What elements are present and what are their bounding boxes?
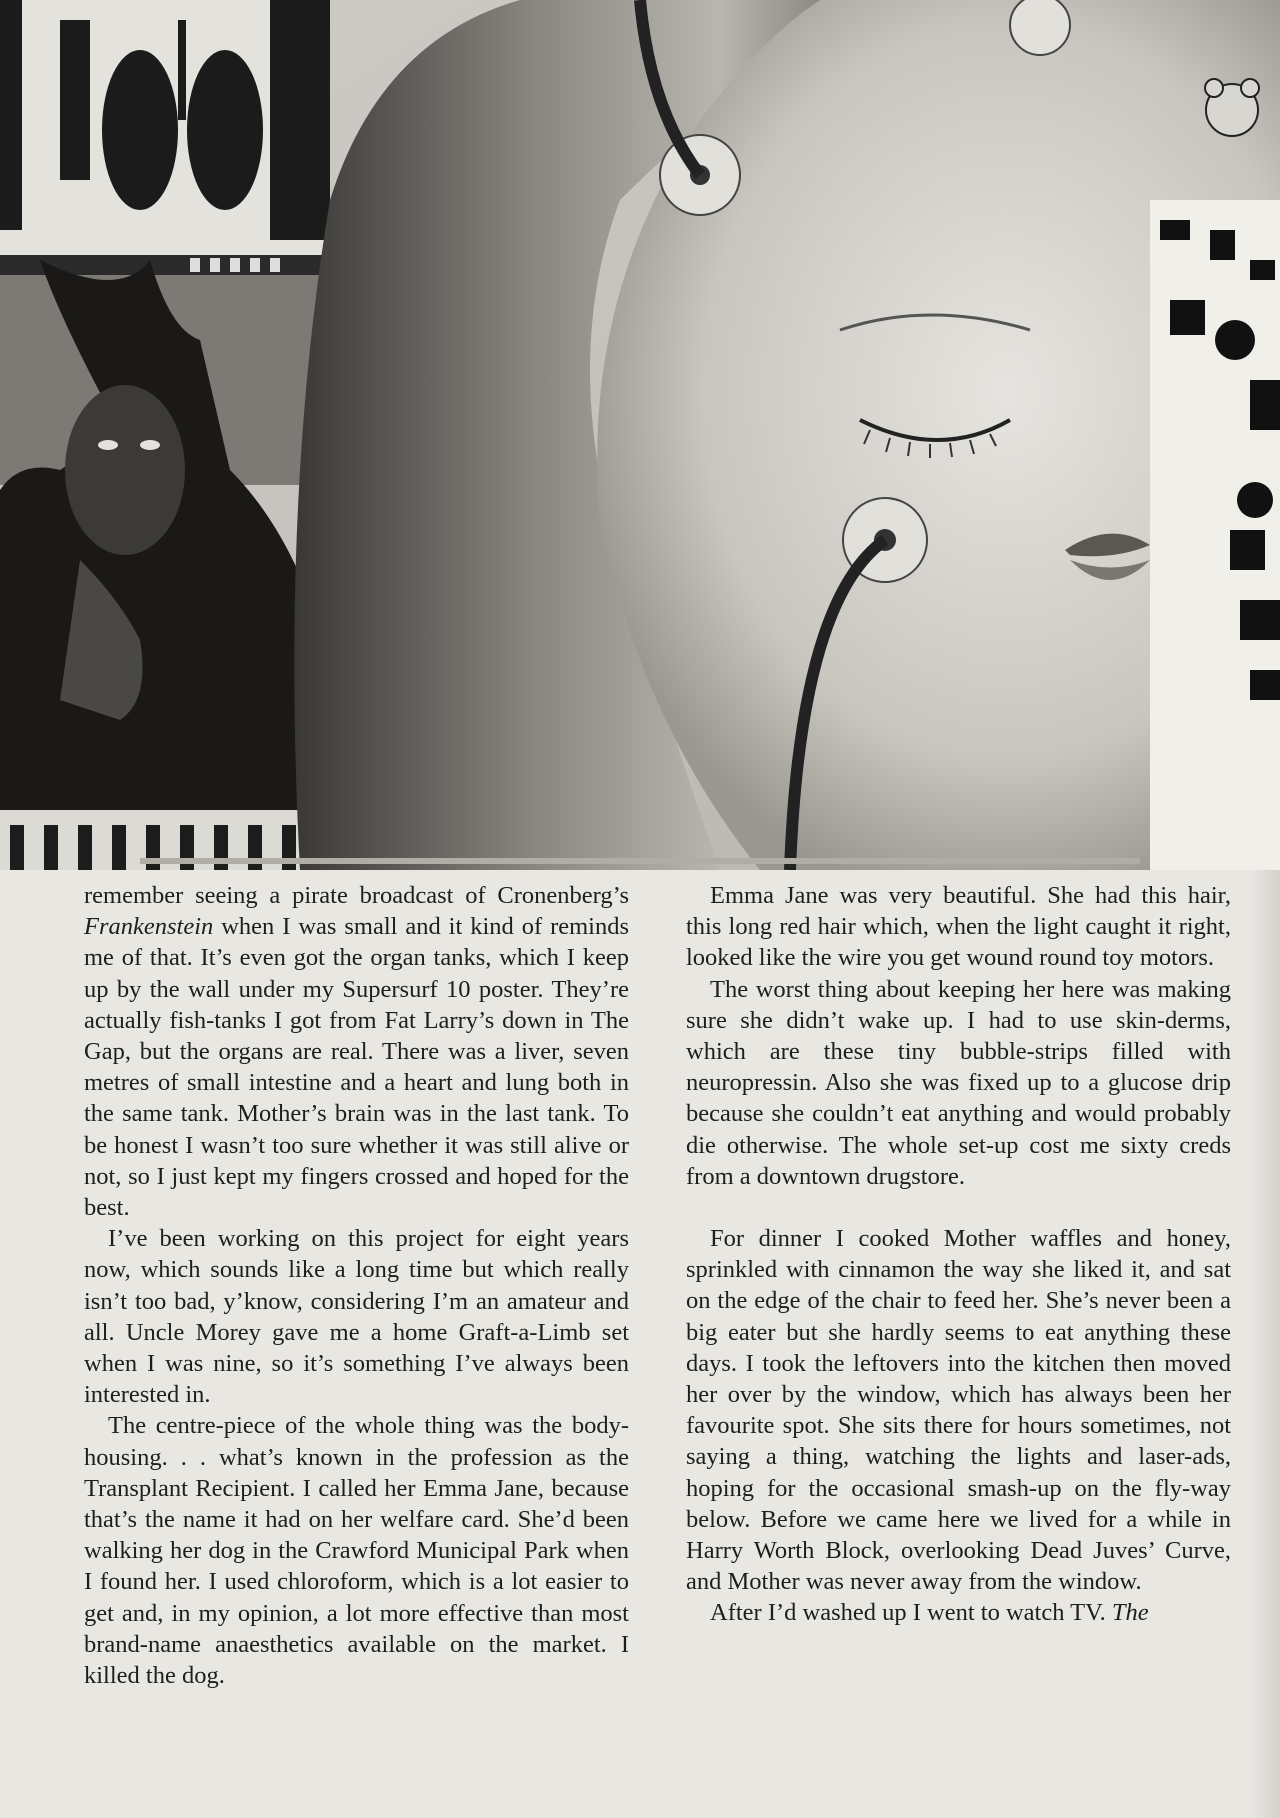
paragraph: remember seeing a pirate broadcast of Cronenberg’s Frankenstein when I was small and it kind of reminds me of that. It’s even got the organ tanks, which I keep up by the wall under my Supersurf 10 poster. They’re actually fish-tanks I got from Fat Larry’s down in The Gap, but the organs are real. There was a liver, seven metres of small intestine and a heart and lung both in the same tank. Mother’s brain was in the last tank. To be honest I wasn’t too sure whether it was still alive or not, so I just kept my fingers crossed and hoped for the best. [84,882,629,1222]
paragraph: After I’d washed up I went to watch TV. The [710,1599,1149,1627]
right-column [686,880,1231,1629]
illustration-image [0,0,1280,870]
page-edge [1250,870,1280,1818]
illustration [0,0,1280,870]
paragraph: I’ve been working on this project for eight years now, which sounds like a long time but which really isn’t too bad, y’know, considering I’m an amateur and all. Uncle Morey gave me a home Graft-a-Limb set when I was nine, so it’s something I’ve always been interested in. [84,1225,629,1409]
left-column [84,880,629,1691]
paragraph: The centre-piece of the whole thing was the body-housing. . . what’s known in the profession as the Transplant Recipient. I called her Emma Jane, because that’s the name it had on her welfare card. She’d been walking her dog in the Crawford Municipal Park when I found her. I used chloroform, which is a lot easier to get and, in my opinion, a lot more effective than most brand-name anaesthetics available on the market. I killed the dog. [84,1412,629,1690]
paragraph: Emma Jane was very beautiful. She had this hair, this long red hair which, when the light caught it right, looked like the wire you get wound round toy motors. [686,882,1231,972]
paragraph: The worst thing about keeping her here was making sure she didn’t wake up. I had to use skin-derms, which are these tiny bubble-strips filled with neuropressin. Also she was fixed up to a glucose drip because she couldn’t eat anything and would probably die otherwise. The whole set-up cost me sixty creds from a downtown drugstore. [686,975,1231,1190]
paragraph: For dinner I cooked Mother waffles and honey, sprinkled with cinnamon the way she liked it, and sat on the edge of the chair to feed her. She’s never been a big eater but she hardly seems to eat anything these days. I took the leftovers into the kitchen then moved her over by the window, which has always been her favourite spot. She sits there for hours sometimes, not saying a thing, watching the lights and laser-ads, hoping for the occasional smash-up on the fly-way below. Before we came here we lived for a while in Harry Worth Block, overlooking Dead Juves’ Curve, and Mother was never away from the window. [686,1225,1231,1596]
